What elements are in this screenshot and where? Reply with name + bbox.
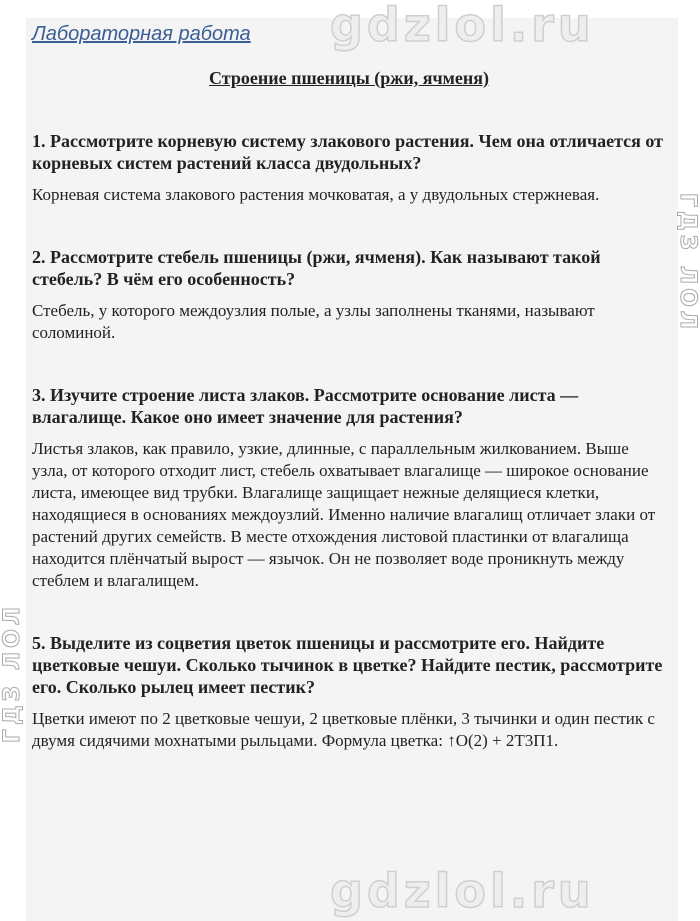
lab-work-label: Лабораторная работа <box>32 23 251 45</box>
question-2: 2. Рассмотрите стебель пшеницы (ржи, ячменя). Как называют такой стебель? В чём его особенность? <box>32 247 601 289</box>
watermark-vertical-left: ГДЗ ЛОЛ <box>0 602 25 744</box>
watermark-vertical-right: ГДЗ ЛОЛ <box>675 192 700 334</box>
answer-2: Стебель, у которого междоузлия полые, а узлы заполнены тканями, называют соломиной. <box>32 301 595 342</box>
answer-1: Корневая система злакового растения мочковатая, а у двудольных стержневая. <box>32 185 600 204</box>
watermark-top: gdzlol.ru <box>330 0 595 52</box>
question-5: 5. Выделите из соцветия цветок пшеницы и рассмотрите его. Найдите цветковые чешуи. Сколько тычинок в цветке? Найдите пестик, рассмотрите его. Сколько рылец имеет пестик? <box>32 633 663 697</box>
question-3: 3. Изучите строение листа злаков. Рассмотрите основание листа — влагалище. Какое оно имеет значение для растения? <box>32 385 579 427</box>
question-1: 1. Рассмотрите корневую систему злакового растения. Чем она отличается от корневых систем растений класса двудольных? <box>32 131 663 173</box>
page-title: Строение пшеницы (ржи, ячменя) <box>209 68 489 88</box>
document <box>32 22 666 752</box>
answer-3: Листья злаков, как правило, узкие, длинные, с параллельным жилкованием. Выше узла, от которого отходит лист, стебель охватывает влагалище — широкое основание листа, имеющее вид трубки. Влагалище защищает нежные делящиеся клетки, находящиеся в основаниях междоузлий. Именно наличие влагалищ отличает злаки от растений других семейств. В месте отхождения листовой пластинки от влагалища находится плёнчатый вырост — язычок. Он не позволяет воде проникнуть между стеблем и влагалищем. <box>32 439 656 590</box>
answer-5: Цветки имеют по 2 цветковые чешуи, 2 цветковые плёнки, 3 тычинки и один пестик с двумя сидячими мохнатыми рыльцами. Формула цветка: ↑O(2) + 2T3П1. <box>32 709 655 750</box>
watermark-bottom: gdzlol.ru <box>330 864 595 918</box>
